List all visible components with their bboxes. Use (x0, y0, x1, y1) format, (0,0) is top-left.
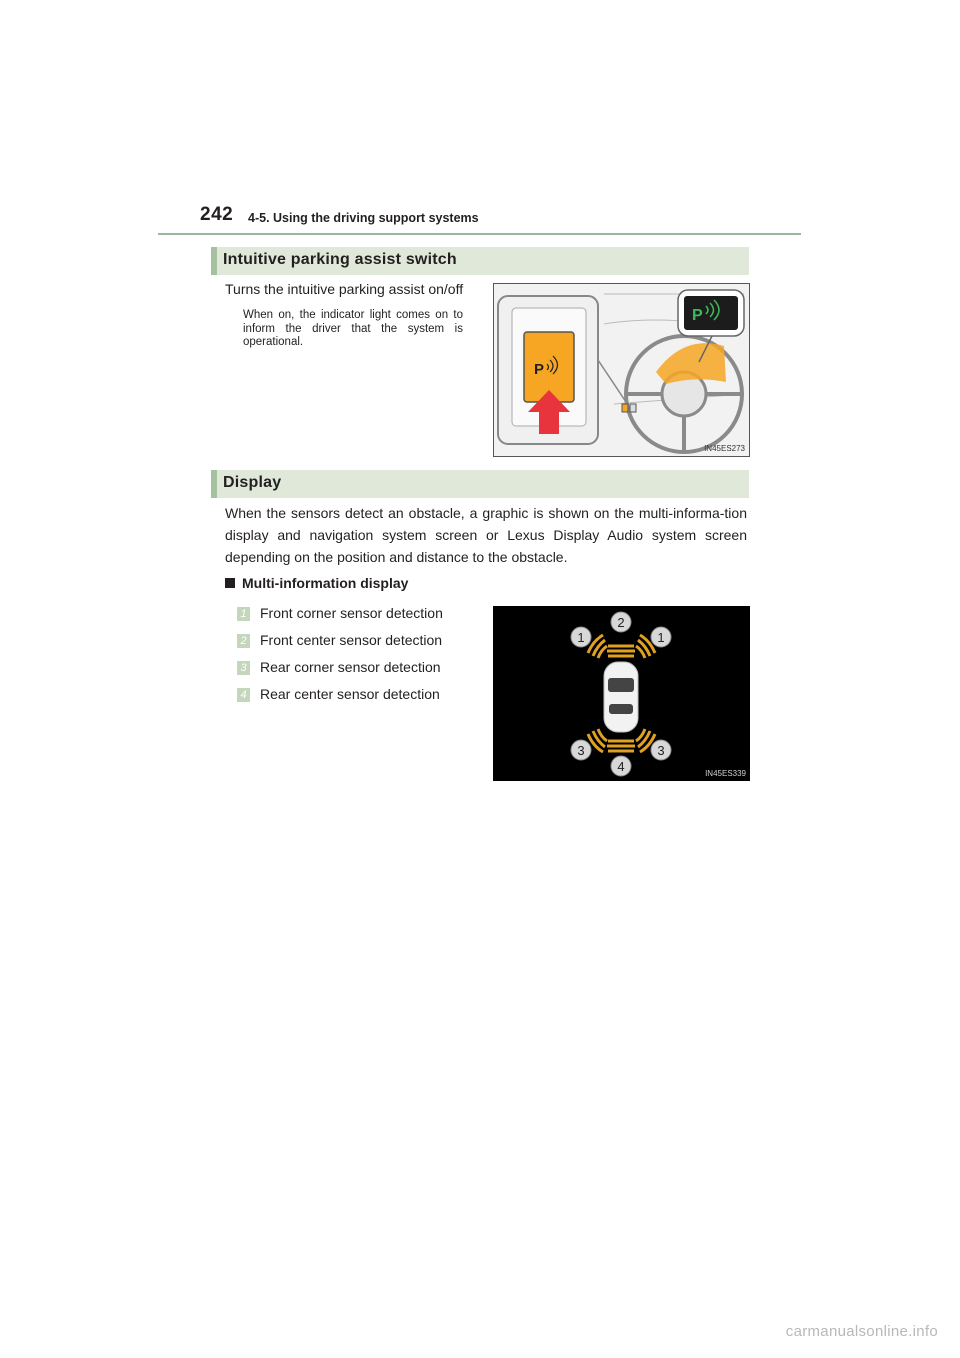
list-item (237, 685, 440, 703)
list-item-label: Front corner sensor detection (260, 605, 443, 621)
section-heading-text: Intuitive parking assist switch (223, 251, 457, 268)
subheading (225, 575, 408, 591)
sensor-display-illustration (493, 606, 750, 781)
section-heading-display (211, 470, 749, 498)
dashboard-illustration (494, 284, 749, 456)
list-item-label: Rear corner sensor detection (260, 659, 441, 675)
car-icon (604, 662, 638, 732)
display-paragraph: When the sensors detect an obstacle, a graphic is shown on the multi-informa-tion display and navigation system screen or Lexus Display Audio system screen depending on the position and distance to the obstacle. (225, 505, 747, 565)
figure-label: 1 (657, 630, 665, 645)
section-heading-text: Display (223, 474, 282, 491)
switch-figure (493, 283, 750, 457)
figure-label: 1 (577, 630, 585, 645)
subheading-text: Multi-information display (242, 575, 409, 591)
list-item-label: Front center sensor detection (260, 632, 443, 648)
page-number: 242 (200, 204, 234, 225)
intro-text: Turns the intuitive parking assist on/off (225, 281, 464, 297)
figure-label: 2 (617, 615, 625, 630)
list-item-label: Rear center sensor detection (260, 686, 440, 702)
list-item (237, 658, 441, 676)
figure-label: 3 (577, 743, 585, 758)
callout-number-badge: 4 (237, 688, 250, 702)
header-rule (158, 233, 801, 235)
section-label: 4-5. Using the driving support systems (248, 211, 479, 225)
figure-label: 4 (617, 759, 625, 774)
bullet-square-icon (225, 578, 235, 588)
indicator-icon: P (692, 307, 703, 324)
figure-code: IN45ES273 (704, 444, 745, 453)
multi-info-figure (493, 606, 750, 781)
figure-label: 3 (657, 743, 665, 758)
note-text: When on, the indicator light comes on to inform the driver that the system is operational. (243, 309, 463, 348)
section-heading-switch (211, 247, 749, 275)
callout-number-badge: 2 (237, 634, 250, 648)
list-item (237, 604, 443, 622)
callout-number-badge: 1 (237, 607, 250, 621)
list-item (237, 631, 442, 649)
callout-number-badge: 3 (237, 661, 250, 675)
figure-code: IN45ES339 (705, 769, 746, 778)
switch-icon: P (534, 361, 545, 378)
watermark-link[interactable]: carmanualsonline.info (785, 1323, 938, 1340)
